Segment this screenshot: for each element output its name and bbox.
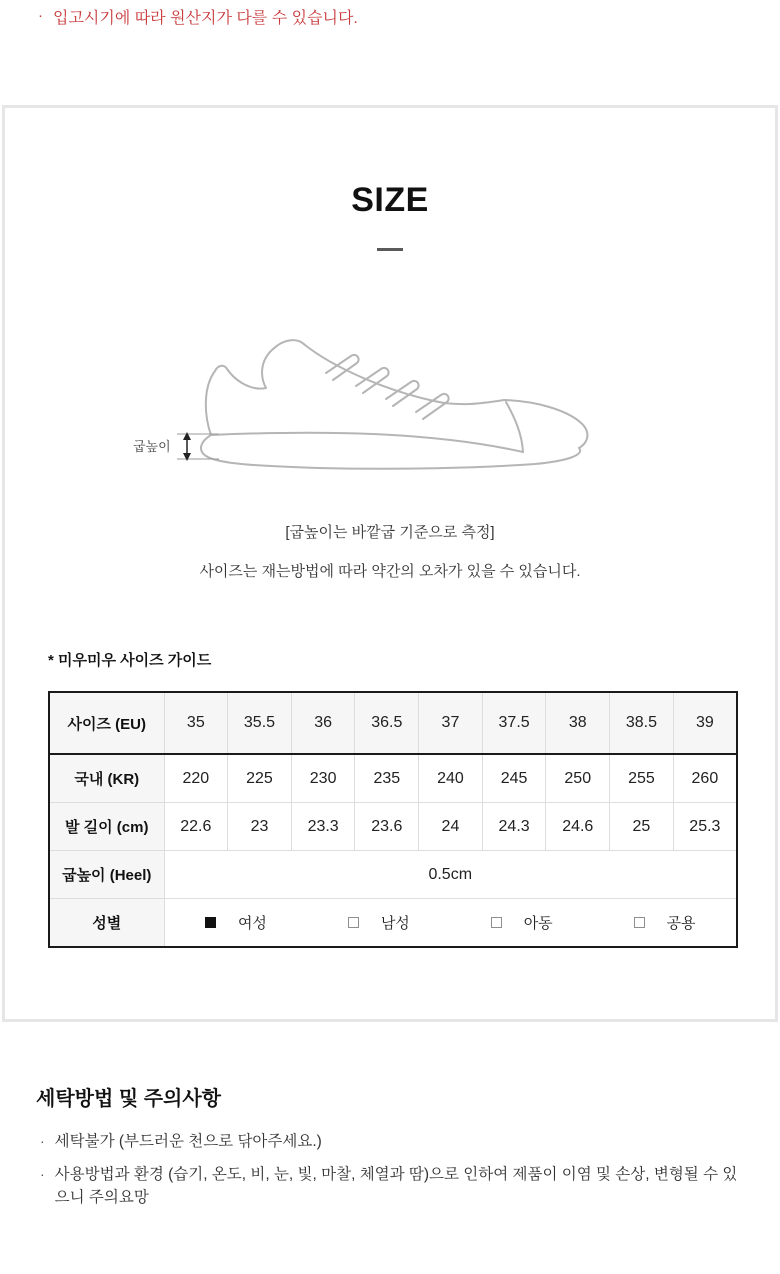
care-list (40, 1131, 752, 1220)
size-value-cell: 24.6 (546, 803, 610, 851)
size-value-cell: 235 (355, 754, 419, 803)
size-value-cell: 22.6 (164, 803, 228, 851)
size-section-title: SIZE (351, 181, 429, 219)
table-row-heel-height (49, 851, 737, 899)
size-value-cell: 240 (419, 754, 483, 803)
heel-height-value-cell: 0.5cm (164, 851, 737, 899)
table-row-kr (49, 754, 737, 803)
heel-height-label: 굽높이 (133, 439, 171, 454)
origin-notice (38, 5, 358, 28)
checkbox-empty-icon (348, 917, 359, 928)
gender-label: 공용 (666, 915, 696, 932)
gender-label: 아동 (523, 915, 553, 932)
care-item (40, 1164, 752, 1209)
care-item (40, 1131, 752, 1153)
size-table (48, 691, 738, 948)
size-value-cell: 245 (482, 754, 546, 803)
row-label-cell: 국내 (KR) (49, 754, 164, 803)
gender-cell (164, 899, 737, 948)
size-value-cell: 25.3 (673, 803, 737, 851)
checkbox-empty-icon (634, 917, 645, 928)
measurement-caption: [굽높이는 바깥굽 기준으로 측정] (285, 524, 495, 541)
table-row-foot-length (49, 803, 737, 851)
row-label-cell: 성별 (49, 899, 164, 948)
size-value-cell: 255 (610, 754, 674, 803)
gender-option-kids (450, 912, 593, 933)
gender-label: 여성 (237, 915, 267, 932)
row-label-cell: 발 길이 (cm) (49, 803, 164, 851)
gender-label: 남성 (380, 915, 410, 932)
checkbox-checked-icon (205, 917, 216, 928)
size-value-cell: 36 (291, 692, 355, 754)
size-value-cell: 220 (164, 754, 228, 803)
size-value-cell: 24.3 (482, 803, 546, 851)
gender-option-female (165, 912, 308, 933)
measure-arrow-icon (177, 432, 219, 461)
size-value-cell: 23.6 (355, 803, 419, 851)
bullet-icon: · (40, 1166, 45, 1183)
row-label-cell: 굽높이 (Heel) (49, 851, 164, 899)
sneaker-line-art-image (133, 329, 603, 479)
size-value-cell: 39 (673, 692, 737, 754)
size-value-cell: 35.5 (228, 692, 292, 754)
size-value-cell: 260 (673, 754, 737, 803)
size-value-cell: 225 (228, 754, 292, 803)
size-value-cell: 36.5 (355, 692, 419, 754)
size-detail-box (2, 105, 778, 1022)
size-value-cell: 23 (228, 803, 292, 851)
size-value-cell: 23.3 (291, 803, 355, 851)
size-value-cell: 250 (546, 754, 610, 803)
gender-option-unisex (593, 912, 736, 933)
title-divider (377, 248, 403, 251)
size-value-cell: 25 (610, 803, 674, 851)
bullet-icon: · (38, 7, 43, 24)
size-value-cell: 24 (419, 803, 483, 851)
shoe-illustration (133, 329, 603, 484)
size-value-cell: 38.5 (610, 692, 674, 754)
care-item-text: 사용방법과 환경 (습기, 온도, 비, 눈, 빛, 마찰, 체열과 땀)으로 인하여 제품이 이염 및 손상, 변형될 수 있으니 주의요망 (54, 1166, 738, 1206)
table-row-gender (49, 899, 737, 948)
row-label-cell: 사이즈 (EU) (49, 692, 164, 754)
size-value-cell: 38 (546, 692, 610, 754)
care-item-text: 세탁불가 (부드러운 천으로 닦아주세요.) (54, 1133, 322, 1150)
size-value-cell: 37.5 (482, 692, 546, 754)
checkbox-empty-icon (491, 917, 502, 928)
care-section-title: 세탁방법 및 주의사항 (36, 1088, 221, 1110)
size-value-cell: 230 (291, 754, 355, 803)
size-guide-title: * 미우미우 사이즈 가이드 (48, 652, 212, 669)
tolerance-caption: 사이즈는 재는방법에 따라 약간의 오차가 있을 수 있습니다. (199, 563, 581, 580)
size-value-cell: 37 (419, 692, 483, 754)
origin-notice-text: 입고시기에 따라 원산지가 다를 수 있습니다. (53, 10, 358, 27)
bullet-icon: · (40, 1133, 45, 1149)
size-value-cell: 35 (164, 692, 228, 754)
table-row-size-eu (49, 692, 737, 754)
gender-option-male (307, 912, 450, 933)
